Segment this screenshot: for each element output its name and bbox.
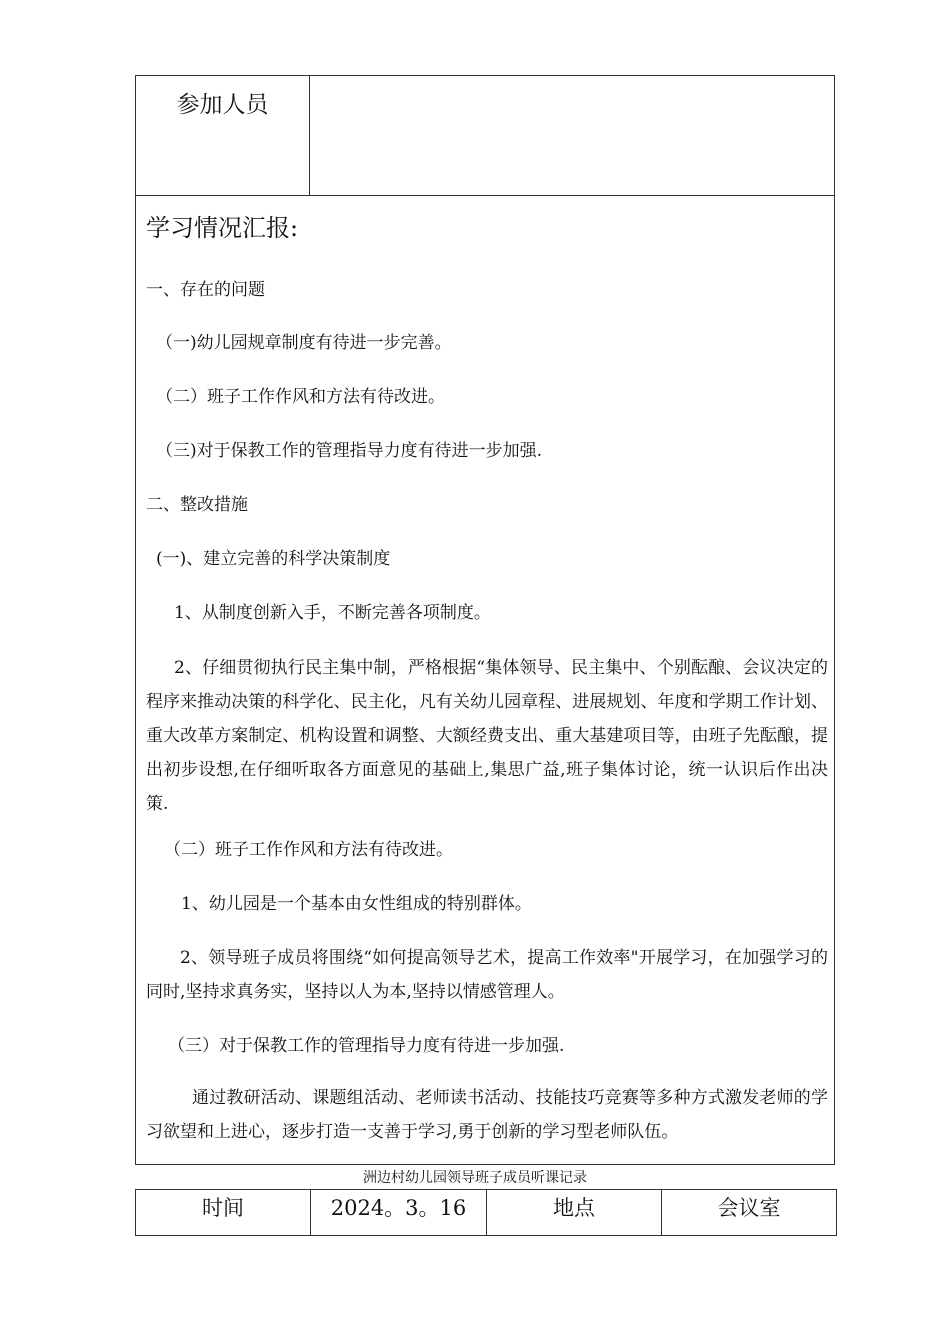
measure-item-2-paragraph: 2、仔细贯彻执行民主集中制，严格根据“集体领导、民主集中、个别酝酿、会议决定的程序来推动决策的科学化、民主化，凡有关幼儿园章程、进展规划、年度和学期工作计划、重大改革方案制定、机构设置和调整、大额经费支出、重大基建项目等，由班子先酝酿，提出初步设想,在仔细听取各方面意见的基础上,集思广益,班子集体讨论，统一认识后作出决策. bbox=[146, 658, 828, 814]
measure-item-3-paragraph: 通过教研活动、课题组活动、老师读书活动、技能技巧竞赛等多种方式激发老师的学习欲望和上进心，逐步打造一支善于学习,勇于创新的学习型老师队伍。 bbox=[146, 1088, 828, 1142]
measure-item-2-2-paragraph: 2、领导班子成员将围绕“如何提高领导艺术，提高工作效率"开展学习，在加强学习的同时,坚持求真务实，坚持以人为本,坚持以情感管理人。 bbox=[146, 948, 828, 1002]
record-caption: 洲边村幼儿园领导班子成员听课记录 bbox=[363, 1170, 587, 1186]
attendance-label: 参加人员 bbox=[136, 76, 310, 195]
attendance-row bbox=[136, 76, 834, 196]
info-table bbox=[135, 1189, 837, 1236]
report-table bbox=[135, 75, 835, 1165]
section-heading-measures: 二、整改措施 bbox=[146, 495, 248, 515]
measure-heading-2: （二）班子工作作风和方法有待改进。 bbox=[164, 840, 453, 860]
measure-item-1: 1、从制度创新入手，不断完善各项制度。 bbox=[174, 603, 491, 623]
problem-item-3: （三)对于保教工作的管理指导力度有待进一步加强. bbox=[156, 441, 543, 461]
report-title: 学习情况汇报: bbox=[146, 214, 299, 242]
time-value: 2024。3。16 bbox=[311, 1190, 487, 1235]
place-label: 地点 bbox=[487, 1190, 662, 1235]
attendance-value bbox=[311, 76, 834, 195]
time-label: 时间 bbox=[136, 1190, 311, 1235]
problem-item-1: （一)幼儿园规章制度有待进一步完善。 bbox=[156, 333, 452, 353]
place-value: 会议室 bbox=[717, 1196, 781, 1220]
measure-heading-1: (一)、建立完善的科学决策制度 bbox=[156, 549, 391, 569]
problem-item-2: （二）班子工作作风和方法有待改进。 bbox=[156, 387, 445, 407]
measure-item-2-1: 1、幼儿园是一个基本由女性组成的特别群体。 bbox=[181, 894, 532, 914]
measure-heading-3: （三）对于保教工作的管理指导力度有待进一步加强. bbox=[168, 1036, 565, 1056]
section-heading-problems: 一、存在的问题 bbox=[146, 280, 265, 300]
